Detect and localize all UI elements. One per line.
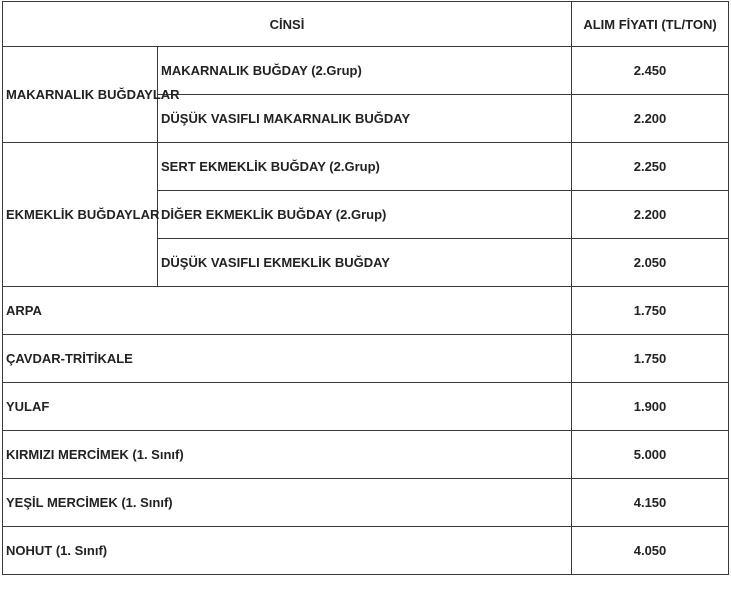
group-label-ekmeklik: EKMEKLİK BUĞDAYLAR xyxy=(3,143,158,287)
item-price: 2.450 xyxy=(572,47,729,95)
item-price: 2.200 xyxy=(572,95,729,143)
group-label-makarnalik: MAKARNALIK BUĞDAYLAR xyxy=(3,47,158,143)
table-header-row xyxy=(3,2,729,47)
item-name: DÜŞÜK VASIFLI MAKARNALIK BUĞDAY xyxy=(158,95,572,143)
header-price: ALIM FİYATI (TL/TON) xyxy=(572,2,729,47)
item-name: YULAF xyxy=(3,383,572,431)
item-name: ÇAVDAR-TRİTİKALE xyxy=(3,335,572,383)
table-row xyxy=(3,479,729,527)
item-name: DİĞER EKMEKLİK BUĞDAY (2.Grup) xyxy=(158,191,572,239)
header-cinsi: CİNSİ xyxy=(3,2,572,47)
item-name: DÜŞÜK VASIFLI EKMEKLİK BUĞDAY xyxy=(158,239,572,287)
item-name: MAKARNALIK BUĞDAY (2.Grup) xyxy=(158,47,572,95)
item-name: ARPA xyxy=(3,287,572,335)
item-price: 5.000 xyxy=(572,431,729,479)
table-row xyxy=(3,335,729,383)
table-row xyxy=(3,431,729,479)
item-price: 1.750 xyxy=(572,335,729,383)
table-row xyxy=(3,527,729,575)
item-price: 4.050 xyxy=(572,527,729,575)
item-name: SERT EKMEKLİK BUĞDAY (2.Grup) xyxy=(158,143,572,191)
table-row xyxy=(3,47,729,95)
item-price: 1.900 xyxy=(572,383,729,431)
table-row xyxy=(3,143,729,191)
table-row xyxy=(3,287,729,335)
item-price: 2.050 xyxy=(572,239,729,287)
table-row xyxy=(3,383,729,431)
item-name: KIRMIZI MERCİMEK (1. Sınıf) xyxy=(3,431,572,479)
item-price: 1.750 xyxy=(572,287,729,335)
item-name: YEŞİL MERCİMEK (1. Sınıf) xyxy=(3,479,572,527)
price-table xyxy=(2,1,729,575)
item-price: 2.200 xyxy=(572,191,729,239)
item-price: 2.250 xyxy=(572,143,729,191)
item-name: NOHUT (1. Sınıf) xyxy=(3,527,572,575)
item-price: 4.150 xyxy=(572,479,729,527)
